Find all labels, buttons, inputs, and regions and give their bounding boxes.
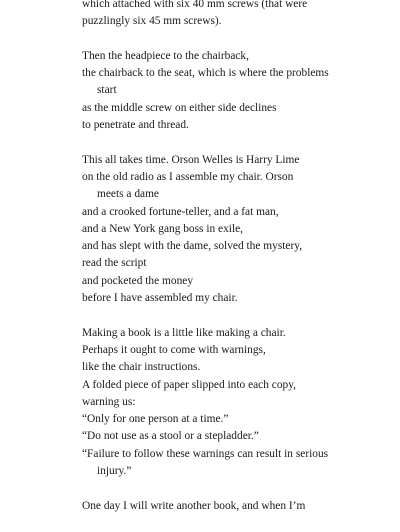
- poem-line: on the old radio as I assemble my chair. Orson: [82, 170, 294, 183]
- poem-line: Perhaps it ought to come with warnings,: [82, 343, 266, 356]
- poem-line: Making a book is a little like making a chair.: [82, 326, 286, 339]
- poem-line-continuation: injury.”: [97, 465, 132, 478]
- stanza: [82, 325, 392, 481]
- poem-line: “Do not use as a stool or a stepladder.”: [82, 430, 259, 443]
- poem-line: which attached with six 40 mm screws (that were: [82, 0, 308, 10]
- poem-line: and a New York gang boss in exile,: [82, 222, 244, 235]
- poem-line-continuation: meets a dame: [97, 188, 159, 201]
- poem-line: as the middle screw on either side declines: [82, 101, 277, 114]
- poem-line: warning us:: [82, 395, 136, 408]
- poem-line: the chairback to the seat, which is where the problems: [82, 67, 329, 80]
- stanza: [82, 498, 392, 515]
- poem-line: Then the headpiece to the chairback,: [82, 49, 249, 62]
- stanza: [82, 152, 392, 308]
- poem-line: “Only for one person at a time.”: [82, 413, 229, 426]
- poem-line: This all takes time. Orson Welles is Harry Lime: [82, 153, 300, 166]
- poem-line: “Failure to follow these warnings can result in serious: [82, 447, 329, 460]
- stanza: [82, 48, 392, 134]
- poem-line: One day I will write another book, and when I’m: [82, 499, 306, 512]
- poem-line: and has slept with the dame, solved the mystery,: [82, 240, 303, 253]
- poem-line: read the script: [82, 257, 147, 270]
- poem-line: and a crooked fortune-teller, and a fat man,: [82, 205, 279, 218]
- poem-line: A folded piece of paper slipped into each copy,: [82, 378, 297, 391]
- poem-line: before I have assembled my chair.: [82, 292, 238, 305]
- poem-line: to penetrate and thread.: [82, 119, 189, 132]
- poem-line-continuation: start: [97, 84, 117, 97]
- poem-line: puzzlingly six 45 mm screws).: [82, 15, 222, 28]
- poem-text: [82, 0, 392, 532]
- poem-line: like the chair instructions.: [82, 361, 201, 374]
- stanza: [82, 0, 392, 31]
- poem-line: and pocketed the money: [82, 274, 194, 287]
